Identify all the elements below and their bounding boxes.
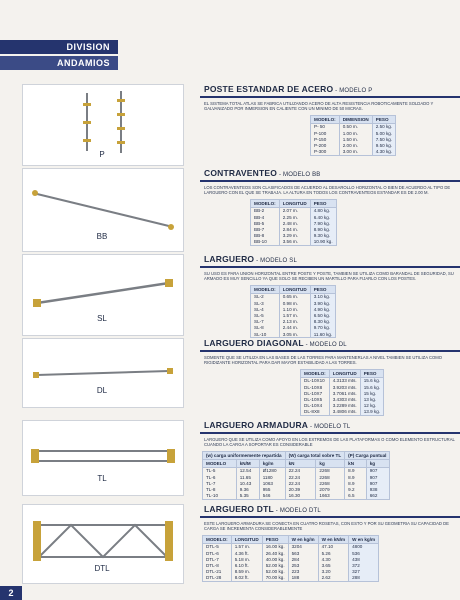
table-cell: 2.62: [318, 575, 348, 582]
desc-dl: SOMENTE QUE SE UTILIZA EN LAS BASES DE LAS TORRES PARA MANTENERLAS A NIVEL TAMBIEN SE UTILIZA COMO RIGIDIZANTE HORIZONTAL PARA DAR MAYOR ESTABILIDAD A LAS TORRES.: [204, 355, 442, 366]
table-cell: 0.65 m.: [279, 293, 310, 300]
col-header: kN: [345, 459, 367, 467]
table-cell: 1663: [316, 493, 345, 500]
table-cell: 47.10: [318, 543, 348, 550]
table-cell: 1180: [259, 474, 285, 480]
model-text-dl: - MODELO DL: [303, 342, 347, 348]
table-cell: 4.30 kg.: [372, 149, 395, 156]
table-cell: DL-8X8: [301, 409, 330, 416]
table-cell: DL-10X4: [301, 403, 330, 409]
table-sl: [250, 285, 336, 338]
table-row: [311, 136, 396, 142]
col-header: kN: [285, 459, 316, 467]
title-text-bb: CONTRAVENTEO: [204, 168, 278, 178]
desc-tl: LARGUERO QUE SE UTILIZA COMO APOYO EN LOS EXTREMOS DE LAS PLATAFORMAS O COMO ELEMENTO ESTRUCTURAL CUANDO LA CARGA A SOPORTAR ES CONSIDERABLE: [204, 437, 455, 448]
table-row: [251, 214, 337, 220]
table-cell: 9.36: [236, 486, 259, 492]
table-cell: 1063: [259, 480, 285, 486]
table-cell: 536: [349, 550, 379, 556]
table-cell: 1.00 m.: [339, 130, 372, 136]
table-cell: 1.57 m.: [231, 543, 262, 550]
table-cell: 8.90 kg.: [310, 226, 336, 232]
table-cell: TL-8: [203, 486, 237, 492]
table-row: [301, 384, 384, 390]
table-cell: 8.59 m.: [231, 569, 262, 575]
table-cell: 10.90 kg.: [310, 239, 336, 246]
table-cell: 3204: [288, 543, 318, 550]
table-cell: SL-2: [251, 293, 280, 300]
table-row: [251, 319, 336, 325]
table-cell: 6.50 kg.: [310, 312, 336, 318]
table-cell: 6.10 ft.: [231, 562, 262, 568]
title-text-dtl: LARGUERO DTL: [204, 504, 274, 514]
table-row: [311, 142, 396, 148]
table-cell: 16.00 kg.: [262, 543, 288, 550]
table-cell: 938: [366, 486, 390, 492]
col-header: PESO: [360, 369, 383, 377]
table-cell: 3.29 m.: [279, 233, 310, 239]
table-cell: SL-3: [251, 300, 280, 306]
table-cell: 7.50 kg.: [372, 136, 395, 142]
table-cell: 188: [288, 575, 318, 582]
col-header: LONGITUD: [231, 535, 262, 543]
table-row: [301, 403, 384, 409]
table-cell: 9.2: [345, 486, 367, 492]
col-header: MODELO:: [203, 535, 232, 543]
table-cell: 11.60 kg.: [310, 331, 336, 338]
table-cell: P- 50: [311, 123, 340, 130]
table-cell: 3.10 kg.: [310, 293, 336, 300]
table-row: [251, 331, 336, 338]
table-cell: SL-5: [251, 312, 280, 318]
table-row: [203, 467, 390, 474]
table-dtl: [202, 535, 379, 582]
table-p: [310, 115, 396, 156]
table-row: [251, 306, 336, 312]
table-cell: 4.36 ft.: [231, 550, 262, 556]
product-image-dl: [22, 338, 184, 408]
table-cell: 9.50 kg.: [372, 142, 395, 148]
table-row: [301, 390, 384, 396]
table-cell: SL-4: [251, 306, 280, 312]
table-cell: 907: [366, 480, 390, 486]
col-header: PESO: [310, 285, 336, 293]
table-row: [311, 149, 396, 156]
table-cell: 16.30: [285, 493, 316, 500]
col-header: MODELO:: [301, 369, 330, 377]
table-cell: 2268: [316, 474, 345, 480]
table-cell: 20.39: [285, 486, 316, 492]
table-cell: 3.90 kg.: [310, 300, 336, 306]
table-row: [251, 207, 337, 214]
thumb-label-dtl: DTL: [94, 564, 110, 573]
table-row: [251, 300, 336, 306]
table-cell: 3.2289 mts.: [329, 403, 360, 409]
panel-tl: [200, 420, 460, 500]
table-cell: 253: [288, 562, 318, 568]
table-cell: 563: [288, 550, 318, 556]
table-cell: 5.00 kg.: [372, 130, 395, 136]
table-cell: 2.13 m.: [279, 319, 310, 325]
table-cell: 2079: [316, 486, 345, 492]
title-tl: [200, 420, 460, 434]
model-text-bb: - MODELO BB: [277, 172, 321, 178]
table-cell: SL-10: [251, 331, 280, 338]
col-header: MODELO:: [251, 199, 280, 207]
table-cell: 1.50 m.: [339, 136, 372, 142]
desc-bb: LOS CONTRAVENTEOS SON CLASIFICADOS DE ACUERDO AL DESAROLLO HORIZONTAL O BIEN DE ACUERDO AL TIPO DE LARGUERO CON EL QUE SE TRABAJA. LA ALTURA EN TODOS LOS CONTRAVENTEOS ESTANDAR ES DE 2.00 M.: [204, 185, 451, 196]
table-cell: Ø1280: [259, 467, 285, 474]
table-cell: 3.20: [318, 569, 348, 575]
table-cell: 22.24: [285, 480, 316, 486]
table-cell: DTL-28: [203, 575, 232, 582]
col-header: MODELO:: [251, 285, 280, 293]
table-cell: 2.00 m.: [339, 142, 372, 148]
table-cell: 1.57 m.: [279, 312, 310, 318]
table-cell: 12 kg.: [360, 403, 383, 409]
table-cell: DTL-8: [203, 562, 232, 568]
thumb-label-tl: TL: [97, 474, 107, 483]
table-cell: DL-10X8: [301, 384, 330, 390]
table-cell: TL-6: [203, 474, 237, 480]
table-cell: SL-7: [251, 319, 280, 325]
col-header: DIMENSION: [339, 115, 372, 123]
table-cell: P-200: [311, 142, 340, 148]
table-row: [203, 493, 390, 500]
group-header: (P) Carga puntual: [345, 451, 390, 459]
table-cell: 2.25 m.: [279, 214, 310, 220]
desc-dtl: ESTE LARGUERO ARMADURA SE CONECTA EN CUATRO ROSETAS, CON ESTO Y POR SU GEOMETRIA SU CAPACIDAD DE CARGA SE INCREMENTA CONSIDERABLEMENTE: [204, 521, 449, 532]
col-header: W en kg/m: [288, 535, 318, 543]
col-header: MODELO: [203, 459, 237, 467]
table-cell: P-150: [311, 136, 340, 142]
table-cell: BB-4: [251, 214, 280, 220]
title-text-dl: LARGUERO DIAGONAL: [204, 338, 304, 348]
table-cell: 9.30 kg.: [310, 233, 336, 239]
table-cell: 52.00 kg.: [262, 562, 288, 568]
table-cell: 15 kg.: [360, 390, 383, 396]
table-tl: [202, 451, 390, 500]
table-row: [251, 239, 337, 246]
table-cell: 4.90 kg.: [310, 306, 336, 312]
table-cell: DL-10X5: [301, 396, 330, 402]
table-cell: 4800: [349, 543, 379, 550]
table-cell: 3.00 m.: [339, 149, 372, 156]
table-cell: 0.98 m.: [279, 300, 310, 306]
panel-dl: [200, 338, 460, 416]
section-header: [0, 40, 118, 72]
col-header: kN/M: [236, 459, 259, 467]
table-cell: 284: [288, 556, 318, 562]
table-dl: [300, 369, 384, 416]
table-cell: 0.50 m.: [339, 123, 372, 130]
table-cell: 907: [366, 474, 390, 480]
table-cell: TL-10: [203, 493, 237, 500]
table-cell: DTL-5: [203, 543, 232, 550]
table-cell: SL-8: [251, 325, 280, 331]
table-cell: 4.80 kg.: [310, 207, 336, 214]
table-cell: 3.4806 mts.: [329, 409, 360, 416]
table-cell: 10.43: [236, 480, 259, 486]
table-cell: 3.56 m.: [279, 239, 310, 246]
table-cell: 1.10 m.: [279, 306, 310, 312]
table-cell: 2.50 kg.: [372, 123, 395, 130]
table-cell: 2268: [316, 467, 345, 474]
desc-sl: SU USO ES PARA UNION HORIZONTAL ENTRE POSTE Y POSTE, TAMBIEN SE UTILIZA COMO BARANDAL DE SEGURIDAD, SU ARMADO ES MUY SENCILLO YA QUE SOLO SE RECIBEN UN MARTILLO PARA FIJARLO CON LOS POSTES.: [204, 271, 454, 282]
table-cell: 662: [366, 493, 390, 500]
title-p: [200, 84, 460, 98]
table-cell: DTL-7: [203, 556, 232, 562]
table-cell: TL-7: [203, 480, 237, 486]
table-cell: 4.3133 mts.: [329, 377, 360, 384]
table-cell: 8.30 kg.: [310, 319, 336, 325]
table-cell: DTL-21: [203, 569, 232, 575]
col-header: PESO: [310, 199, 336, 207]
table-cell: 8.9: [345, 480, 367, 486]
col-header: kg: [316, 459, 345, 467]
table-cell: 9.70 kg.: [310, 325, 336, 331]
header-division: DIVISION: [0, 40, 118, 54]
table-row: [251, 226, 337, 232]
table-cell: 3.65: [318, 562, 348, 568]
table-cell: 13.9 kg.: [360, 409, 383, 416]
group-header: (w) carga uniformemente repartida: [203, 451, 286, 459]
col-header: LONGITUD: [279, 285, 310, 293]
table-cell: 3.05 m.: [279, 331, 310, 338]
col-header: LONGITUD: [279, 199, 310, 207]
table-cell: 5.35: [236, 493, 259, 500]
group-header: (W) carga total sobre TL: [285, 451, 345, 459]
col-header: W en kg/m: [349, 535, 379, 543]
table-cell: BB-5: [251, 220, 280, 226]
table-cell: DL-10X7: [301, 390, 330, 396]
col-header: PESO: [372, 115, 395, 123]
table-cell: 5.26: [318, 550, 348, 556]
table-cell: 438: [349, 556, 379, 562]
col-header: MODELO:: [311, 115, 340, 123]
title-text-sl: LARGUERO: [204, 254, 255, 264]
title-dtl: [200, 504, 460, 518]
table-cell: 52.00 kg.: [262, 569, 288, 575]
table-cell: 327: [349, 569, 379, 575]
table-cell: 7.90 kg.: [310, 220, 336, 226]
table-cell: 223: [288, 569, 318, 575]
table-cell: DL-10X10: [301, 377, 330, 384]
table-row: [301, 409, 384, 416]
table-cell: 2.84 m.: [279, 226, 310, 232]
title-sl: [200, 254, 460, 268]
table-cell: 8.02 ft.: [231, 575, 262, 582]
title-dl: [200, 338, 460, 352]
table-cell: 546: [259, 493, 285, 500]
col-header: PESO: [262, 535, 288, 543]
model-text-dtl: - MODELO DTL: [273, 508, 321, 514]
col-header: kg: [366, 459, 390, 467]
table-cell: 372: [349, 562, 379, 568]
title-text-tl: LARGUERO ARMADURA: [204, 420, 309, 430]
table-cell: 2.48 m.: [279, 220, 310, 226]
header-andamios: ANDAMIOS: [0, 56, 118, 70]
model-text-p: - MODELO P: [333, 88, 373, 94]
table-cell: BB-10: [251, 239, 280, 246]
panel-bb: [200, 168, 460, 246]
model-text-tl: - MODELO TL: [308, 424, 351, 430]
table-cell: 8.9: [345, 474, 367, 480]
table-cell: 288: [349, 575, 379, 582]
table-row: [203, 543, 379, 550]
table-cell: 4.30: [318, 556, 348, 562]
panel-sl: [200, 254, 460, 338]
model-text-sl: - MODELO SL: [254, 258, 297, 264]
col-header: W en kN/m: [318, 535, 348, 543]
table-cell: 70.00 kg.: [262, 575, 288, 582]
title-bb: [200, 168, 460, 182]
table-cell: 5.18 m.: [231, 556, 262, 562]
table-cell: 3.7061 mts.: [329, 390, 360, 396]
table-cell: TL-5: [203, 467, 237, 474]
table-cell: 8.9: [345, 467, 367, 474]
col-header: kg/m: [259, 459, 285, 467]
title-text-p: POSTE ESTANDAR DE ACERO: [204, 84, 334, 94]
table-bb: [250, 199, 337, 246]
table-cell: 2.07 m.: [279, 207, 310, 214]
table-cell: 11.65: [236, 474, 259, 480]
table-cell: 6.5: [345, 493, 367, 500]
panel-dtl: [200, 504, 460, 582]
table-row: [251, 293, 336, 300]
page-number: 2: [0, 586, 22, 600]
table-cell: 2268: [316, 480, 345, 486]
table-cell: 13 kg.: [360, 396, 383, 402]
table-cell: 6.40 kg.: [310, 214, 336, 220]
table-cell: 22.24: [285, 467, 316, 474]
table-cell: P-100: [311, 130, 340, 136]
table-row: [311, 123, 396, 130]
thumb-label-p: P: [99, 150, 105, 159]
thumb-label-bb: BB: [96, 232, 108, 241]
table-row: [311, 130, 396, 136]
panel-p: [200, 84, 460, 156]
table-cell: 40.00 kg.: [262, 556, 288, 562]
table-cell: BB-2: [251, 207, 280, 214]
table-row: [251, 220, 337, 226]
table-cell: 2.44 m.: [279, 325, 310, 331]
product-image-tl: [22, 420, 184, 496]
table-cell: 3.4303 mts.: [329, 396, 360, 402]
col-header: LONGITUD: [329, 369, 360, 377]
table-cell: 3.9203 mts.: [329, 384, 360, 390]
desc-p: EL SISTEMA TOTAL ATLAS SE FABRICA UTILIZANDO ACERO DE ALTA RESISTENCIA ROBOTICAMENTE SOLDADO Y GALVANIZADO POR INMERSION EN CALIENTE CON UN MINIMO DE 50 MICRAS.: [204, 101, 434, 112]
table-cell: DTL-6: [203, 550, 232, 556]
table-cell: 955: [259, 486, 285, 492]
thumb-label-dl: DL: [96, 386, 108, 395]
table-cell: BB-7: [251, 226, 280, 232]
table-row: [301, 396, 384, 402]
table-row: [203, 575, 379, 582]
table-row: [251, 325, 336, 331]
table-row: [301, 377, 384, 384]
table-row: [251, 312, 336, 318]
product-image-sl: [22, 254, 184, 336]
table-cell: 15.6 kg.: [360, 384, 383, 390]
table-cell: 26.40 kg.: [262, 550, 288, 556]
table-cell: 907: [366, 467, 390, 474]
table-cell: 22.24: [285, 474, 316, 480]
table-cell: 15.6 kg.: [360, 377, 383, 384]
thumb-label-sl: SL: [97, 314, 107, 323]
table-cell: P-300: [311, 149, 340, 156]
table-cell: 12.54: [236, 467, 259, 474]
table-row: [251, 233, 337, 239]
table-cell: BB-8: [251, 233, 280, 239]
